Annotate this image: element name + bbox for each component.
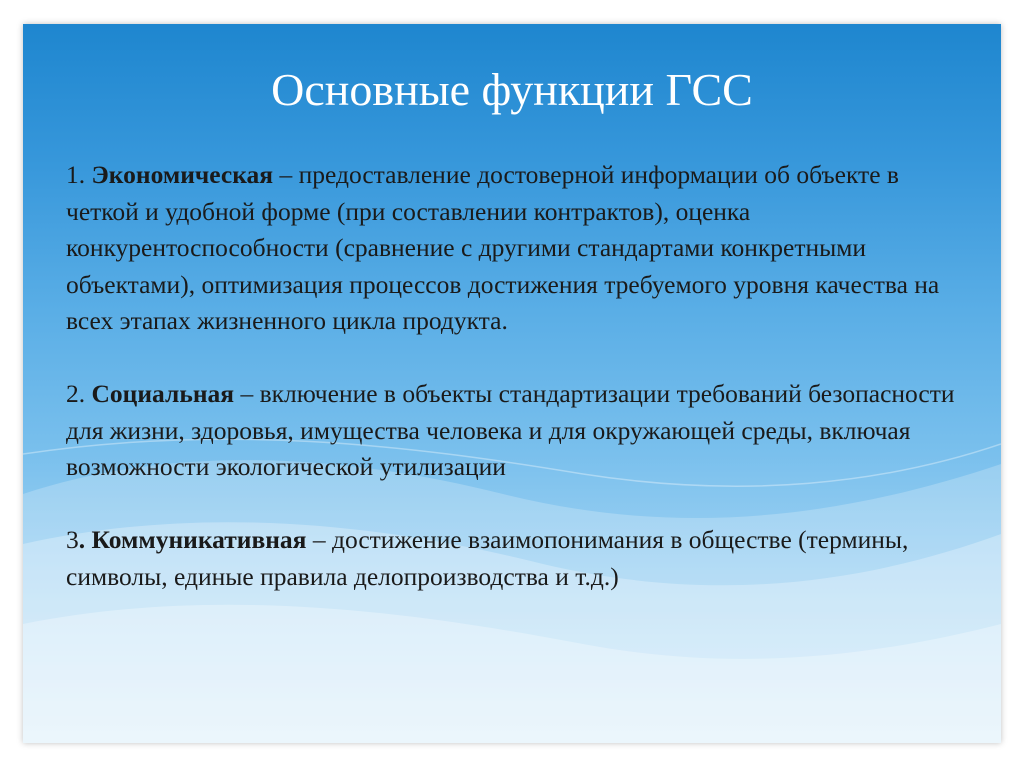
item-number: 1.: [66, 160, 92, 189]
function-item-social: [66, 376, 966, 486]
function-item-economic: [66, 157, 966, 340]
item-number: 2.: [66, 379, 92, 408]
item-description: – включение в объекты стандартизации требований безопасности для жизни, здоровья, имущества человека и для окружающей среды, включая возможности экологической утилизации: [66, 379, 955, 481]
item-term: Экономическая: [91, 160, 274, 189]
slide-body: [66, 157, 966, 595]
slide: [23, 24, 1001, 743]
item-term: Социальная: [91, 379, 235, 408]
item-description: – предоставление достоверной информации об объекте в четкой и удобной форме (при составлении контрактов), оценка конкурентоспособности (сравнение с другими стандартами конкретными объектами), оптимизация процессов достижения требуемого уровня качества на всех этапах жизненного цикла продукта.: [66, 160, 940, 335]
item-number: 3: [66, 525, 79, 554]
slide-title: Основные функции ГСС: [271, 64, 753, 115]
item-term: . Коммуникативная: [78, 525, 307, 554]
function-item-communicative: [66, 522, 966, 595]
item-description: – достижение взаимопонимания в обществе (термины, символы, единые правила делопроизводства и т.д.): [66, 525, 909, 591]
